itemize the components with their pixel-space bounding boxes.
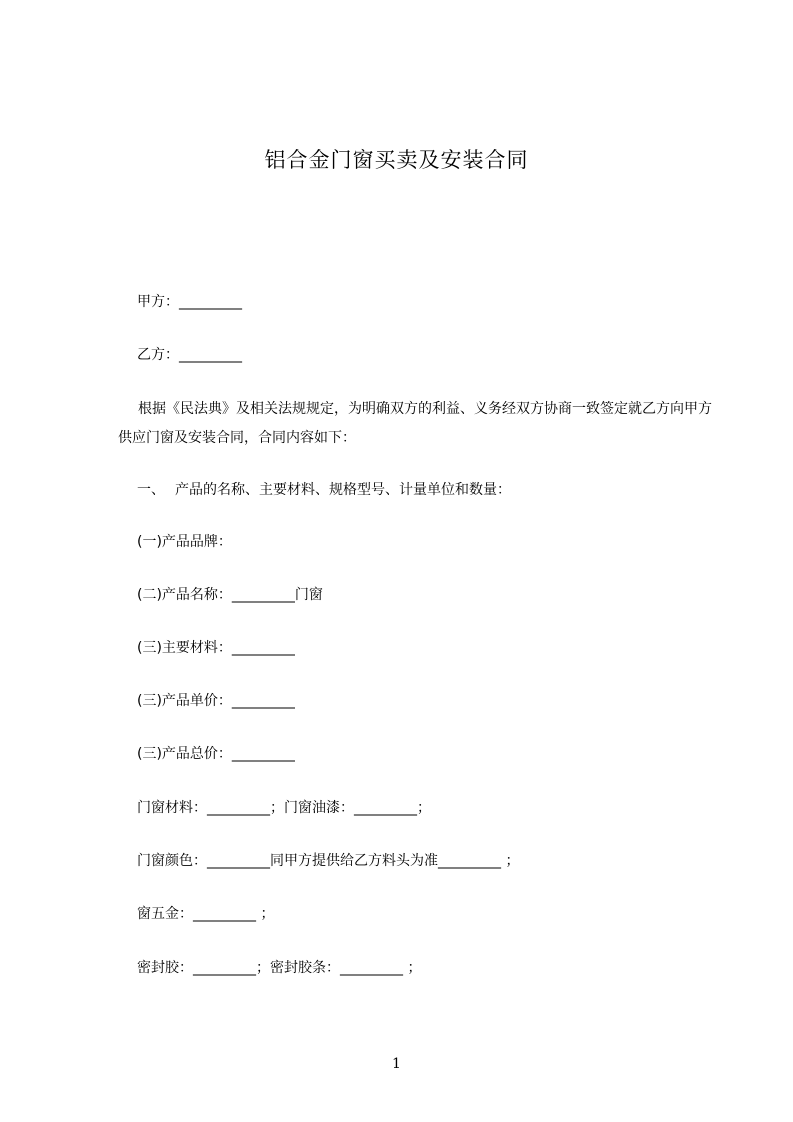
item-total-price: (三)产品总价：_________ xyxy=(137,746,295,762)
item-sealant: 密封胶：_________；密封胶条：_________ ； xyxy=(137,960,422,976)
party-a-line: 甲方：_________ xyxy=(137,294,242,310)
section-1-heading xyxy=(137,480,511,500)
item-main-material: (三)主要材料：_________ xyxy=(137,640,295,656)
party-b-line: 乙方：_________ xyxy=(137,347,242,363)
section-1-title: 产品的名称、主要材料、规格型号、计量单位和数量： xyxy=(175,482,511,498)
item-window-material-paint: 门窗材料：_________；门窗油漆：_________； xyxy=(137,800,431,816)
item-unit-price: (三)产品单价：_________ xyxy=(137,693,295,709)
item-window-color: 门窗颜色：_________同甲方提供给乙方料头为准_________ ； xyxy=(137,853,520,869)
item-product-name: (二)产品名称：_________门窗 xyxy=(137,587,323,603)
preamble-paragraph: 根据《民法典》及相关法规规定，为明确双方的利益、义务经双方协商一致签定就乙方向甲方供应门窗及安装合同，合同内容如下： xyxy=(118,401,712,446)
section-1-number: 一、 xyxy=(137,482,165,498)
item-window-hardware: 窗五金：_________ ； xyxy=(137,906,275,922)
document-title: 铝合金门窗买卖及安装合同 xyxy=(264,148,529,172)
page-number: 1 xyxy=(392,1056,401,1072)
item-product-brand: (一)产品品牌： xyxy=(137,534,232,550)
